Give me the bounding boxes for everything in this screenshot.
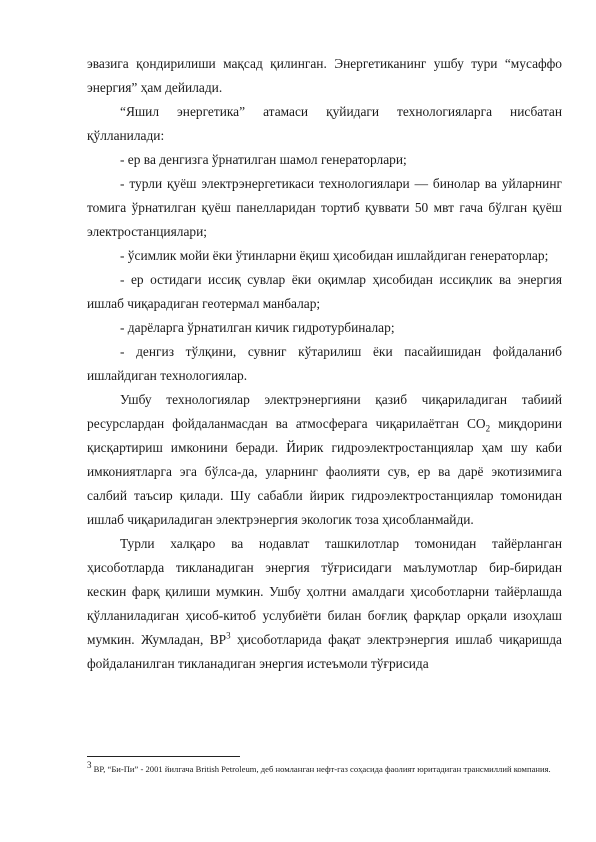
paragraph-text: Турли халқаро ва нодавлат ташкилотлар томонидан тайёрланган ҳисоботларда тикланадиган энергия тўғрисидаги маълумотлар бир-биридан кескин фарқ қилиши мумкин. Ушбу ҳолтни амалдаги ҳисоботларни тайёрлашда қўлланиладиган ҳисоб-китоб услубиёти билан боғлиқ фарқлар орқали изоҳлаш мумкин. Жумладан, BP bbox=[87, 536, 562, 647]
list-item: - ер остидаги иссиқ сувлар ёки оқимлар ҳисобидан иссиқлик ва энергия ишлаб чиқарадиган геотермал манбалар; bbox=[87, 272, 562, 311]
paragraph-text: ҳисоботларида фақат электрэнергия ишлаб чиқаришда фойдаланилган тикланадиган энергия истеъмоли тўғрисида bbox=[87, 632, 562, 671]
subscript: 2 bbox=[485, 423, 491, 434]
paragraph-co2 bbox=[87, 388, 562, 532]
list-item: - ер ва денгизга ўрнатилган шамол генераторлари; bbox=[120, 152, 407, 167]
paragraph: эвазига қондирилиши мақсад қилинган. Энергетиканинг ушбу тури “мусаффо энергия” ҳам дейилади. bbox=[87, 56, 562, 95]
paragraph-text: Ушбу технологиялар электрэнергияни қазиб чиқариладиган табиий ресурслардан фойдаланмасдан ва атмосферага чиқарилаётган CO bbox=[87, 392, 562, 431]
paragraph-text: миқдорини қисқартириш имконини беради. Йирик гидроэлектростанциялар ҳам шу каби имкониятларга эга бўлса-да, уларнинг фаолияти сув, ер ва дарё экотизимига салбий таъсир қилади. Шу сабабли йирик гидроэлектростанциялар томонидан ишлаб чиқариладиган электрэнергия экологик тоза ҳисобланмайди. bbox=[87, 416, 562, 527]
list-item: - турли қуёш электрэнергетикаси технологиялари — бинолар ва уйларнинг томига ўрнатилган қуёш панелларидан тортиб қуввати 50 мвт гача бўлган қуёш электростанциялари; bbox=[87, 176, 562, 239]
footnote-ref: 3 bbox=[226, 630, 231, 641]
footnote-divider bbox=[87, 756, 240, 757]
page-body bbox=[87, 52, 562, 676]
footnote-text: BP, “Би-Пи” - 2001 йилгача British Petroleum, деб номланган нефт-газ соҳасида фаолият юритадиган трансмиллий компания. bbox=[91, 764, 551, 774]
paragraph: “Яшил энергетика” атамаси қуйидаги технологияларга нисбатан қўлланилади: bbox=[87, 104, 562, 143]
list-item: - дарёларга ўрнатилган кичик гидротурбиналар; bbox=[120, 320, 395, 335]
footnote bbox=[87, 760, 562, 776]
list-item: - ўсимлик мойи ёки ўтинларни ёқиш ҳисобидан ишлайдиган генераторлар; bbox=[120, 248, 549, 263]
paragraph-bp bbox=[87, 532, 562, 676]
list-item: - денгиз тўлқини, сувниг кўтарилиш ёки пасайишидан фойдаланиб ишлайдиган технологиялар. bbox=[87, 344, 562, 383]
footnote-marker: 3 bbox=[87, 760, 92, 771]
